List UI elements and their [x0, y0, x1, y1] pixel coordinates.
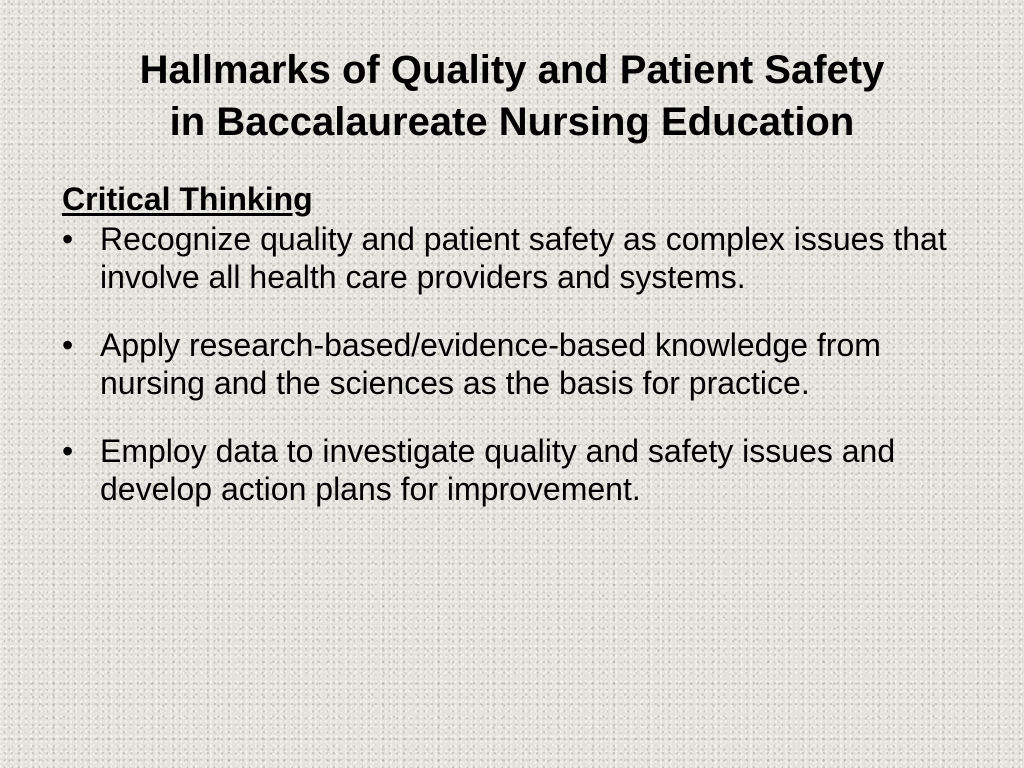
bullet-icon: •	[62, 433, 74, 469]
bullet-item-3	[62, 432, 972, 508]
bullet-list	[62, 220, 972, 508]
title-line-2: in Baccalaureate Nursing Education	[169, 100, 855, 144]
bullet-text: Employ data to investigate quality and safety issues and develop action plans for improvement.	[100, 433, 896, 507]
slide-content	[62, 180, 972, 538]
title-line-1: Hallmarks of Quality and Patient Safety	[139, 48, 885, 92]
bullet-item-2	[62, 326, 972, 402]
bullet-item-1	[62, 220, 972, 296]
bullet-text: Recognize quality and patient safety as complex issues that involve all health care providers and systems.	[100, 221, 947, 295]
section-heading: Critical Thinking	[62, 181, 313, 217]
bullet-icon: •	[62, 327, 74, 363]
bullet-text: Apply research-based/evidence-based knowledge from nursing and the sciences as the basis for practice.	[100, 327, 881, 401]
slide-title	[40, 44, 984, 148]
bullet-icon: •	[62, 221, 74, 257]
